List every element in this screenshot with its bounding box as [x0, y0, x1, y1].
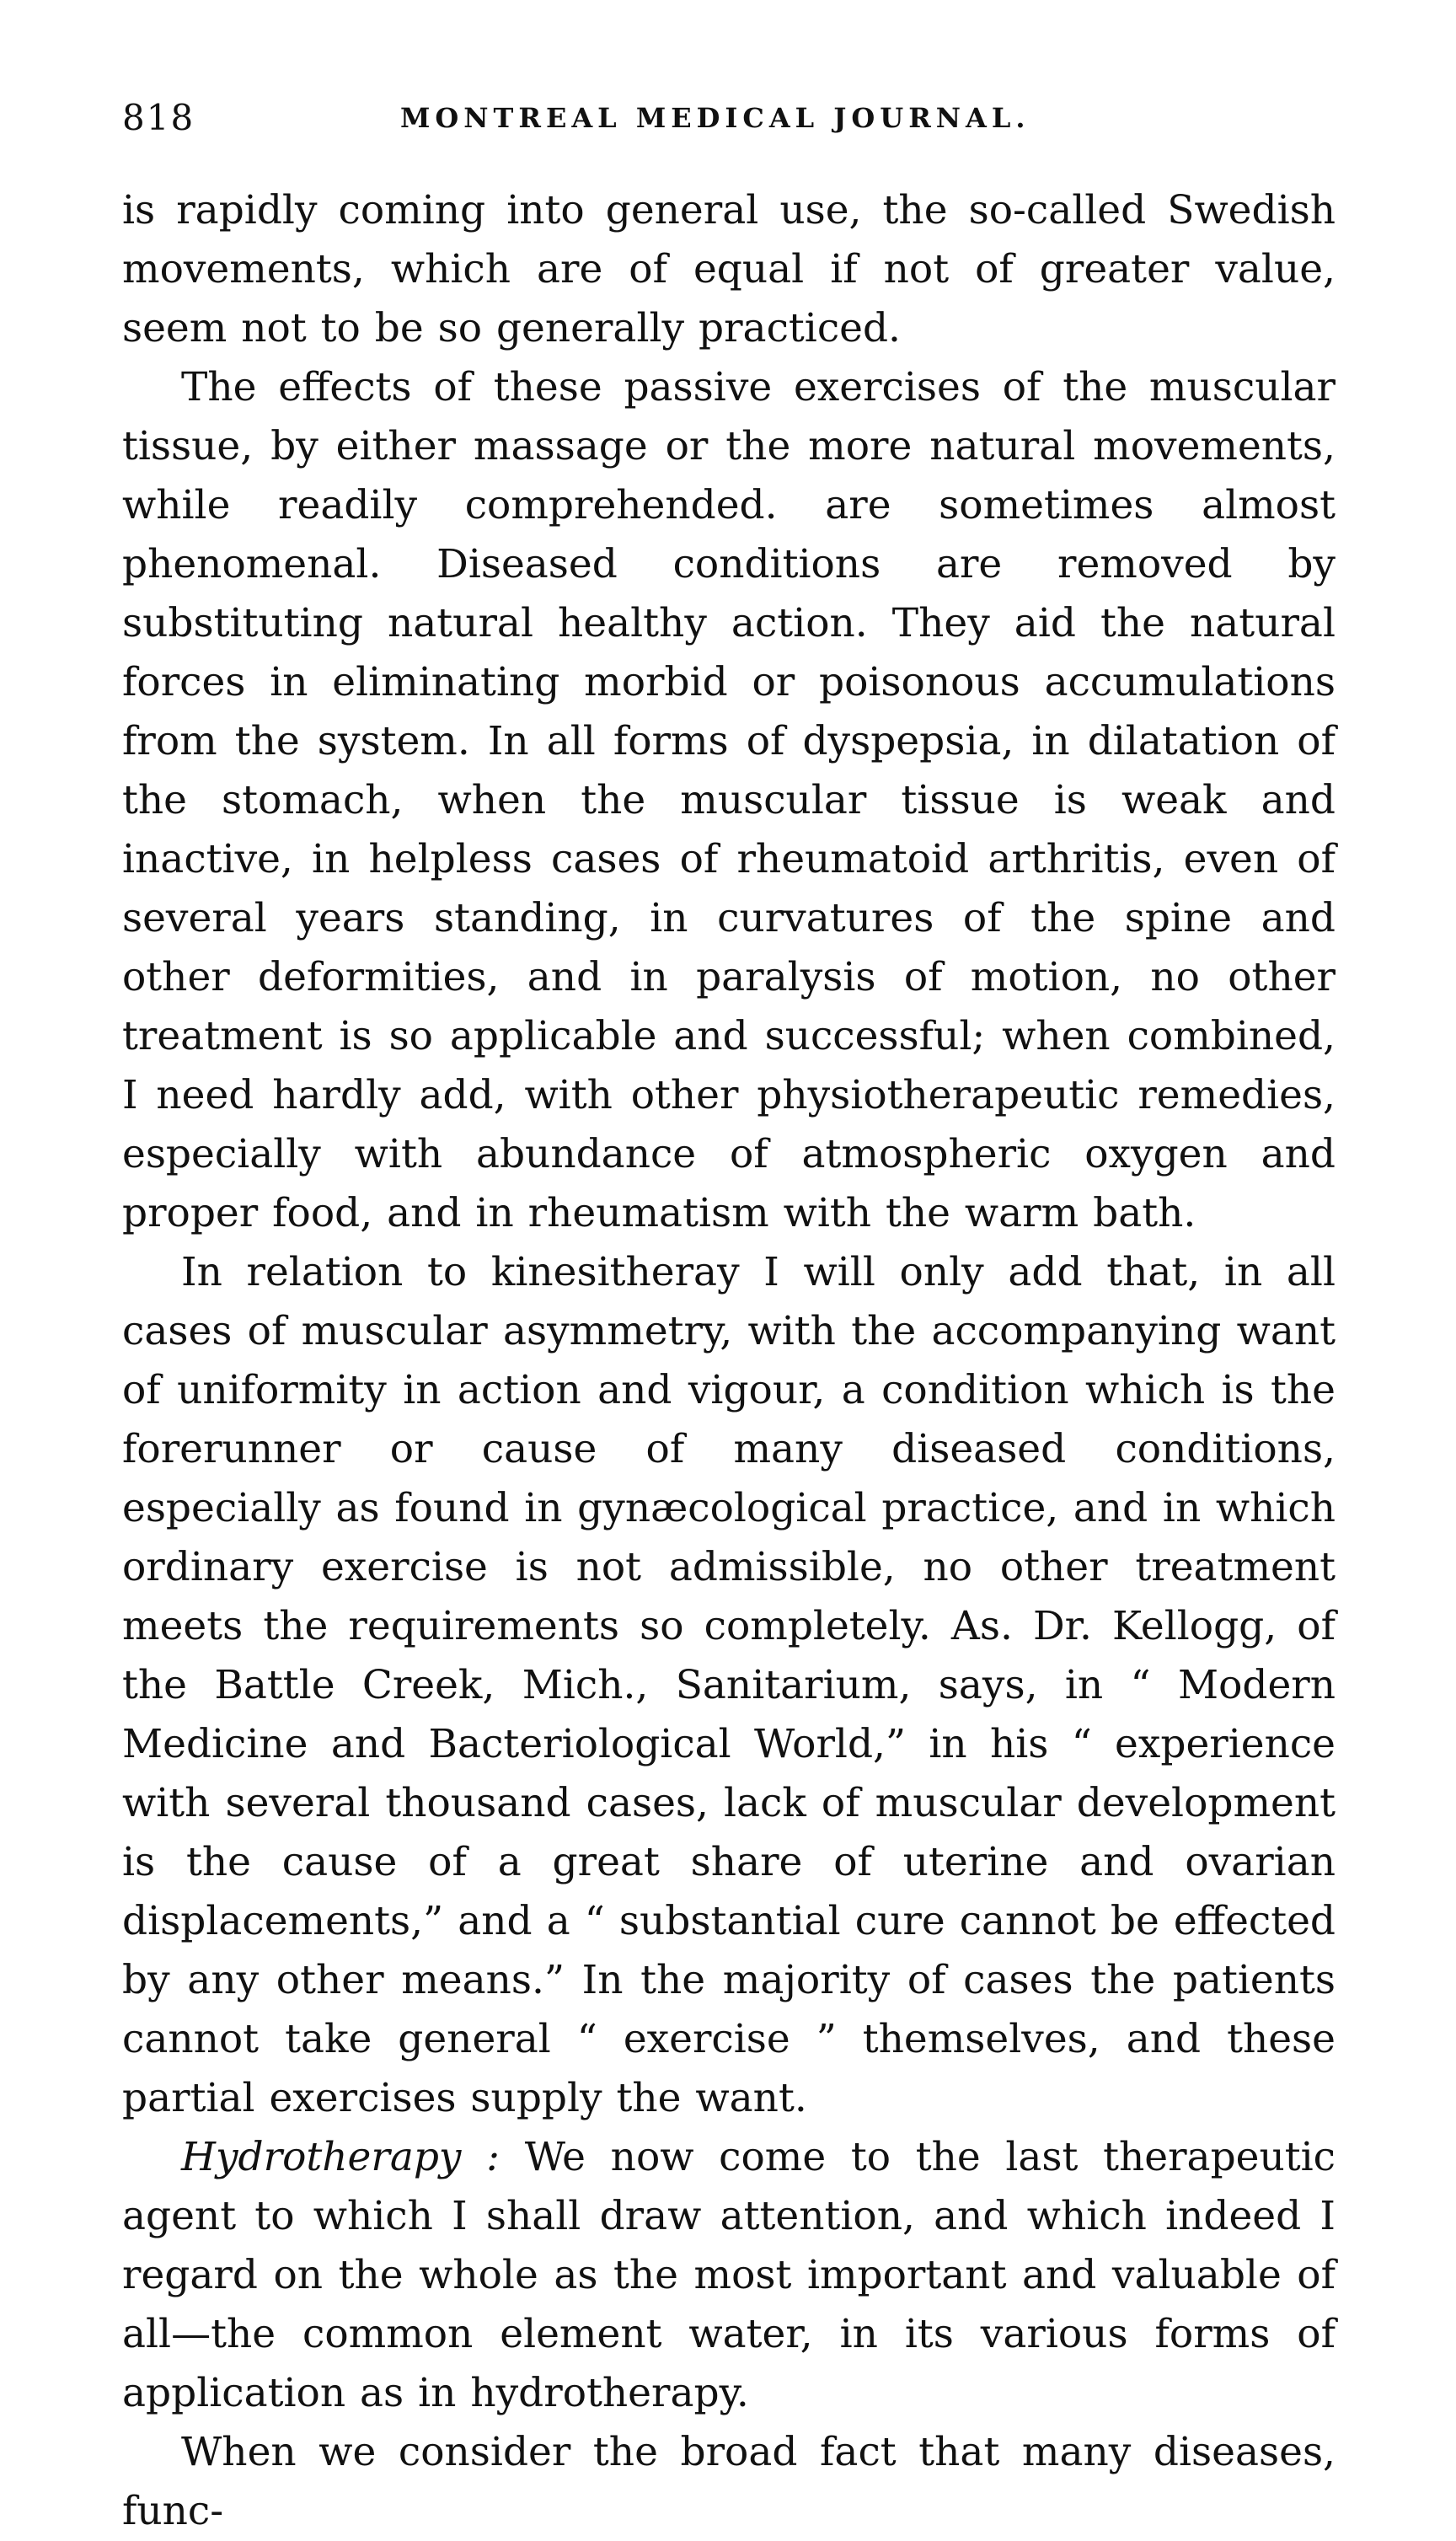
- paragraph-continuation: is rapidly coming into general use, the so-called Swedish movements, which are of equal if not of greater value, seem not to be so generally practiced.: [122, 187, 1336, 351]
- journal-title: MONTREAL MEDICAL JOURNAL.: [400, 102, 1030, 134]
- paragraph-passive-exercises: The effects of these passive exercises of the muscular tissue, by either massage or the more natural movements, while readily comprehended. are sometimes almost phenomenal. Diseased conditions are removed by substituting natural healthy action. They aid the natural forces in eliminating morbid or poisonous accumulations from the system. In all forms of dyspepsia, in dilatation of the stomach, when the muscular tissue is weak and inactive, in helpless cases of rheumatoid arthritis, even of several years standing, in curvatures of the spine and other deformities, and in paralysis of motion, no other treatment is so applicable and successful; when combined, I need hardly add, with other physiotherapeutic remedies, especially with abundance of atmospheric oxygen and proper food, and in rheumatism with the warm bath.: [122, 364, 1336, 1236]
- running-head: [122, 93, 1338, 143]
- page-number: 818: [122, 97, 195, 138]
- article-body: [122, 181, 1336, 2541]
- paragraph-kinesitherapy: In relation to kinesitheray I will only add that, in all cases of muscular asymmetry, with the accompanying want of uniformity in action and vigour, a condition which is the forerunner or cause of many diseased conditions, especially as found in gynæcological practice, and in which ordinary exercise is not admissible, no other treatment meets the requirements so completely. As. Dr. Kellogg, of the Battle Creek, Mich., Sanitarium, says, in “ Modern Medicine and Bacteriological World,” in his “ experience with several thousand cases, lack of muscular development is the cause of a great share of uterine and ovarian displacements,” and a “ substantial cure cannot be effected by any other means.” In the majority of cases the patients cannot take general “ exercise ” themselves, and these partial exercises supply the want.: [122, 1249, 1336, 2121]
- hydrotherapy-text: We now come to the last therapeutic agent to which I shall draw attention, and which indeed I regard on the whole as the most important and valuable of all—the common element water, in its various forms of application as in hydrotherapy.: [122, 2134, 1336, 2416]
- hydrotherapy-heading: Hydrotherapy :: [181, 2134, 500, 2180]
- paragraph-diseases: When we consider the broad fact that many diseases, func-: [122, 2429, 1336, 2534]
- paragraph-hydrotherapy: [122, 2128, 1336, 2423]
